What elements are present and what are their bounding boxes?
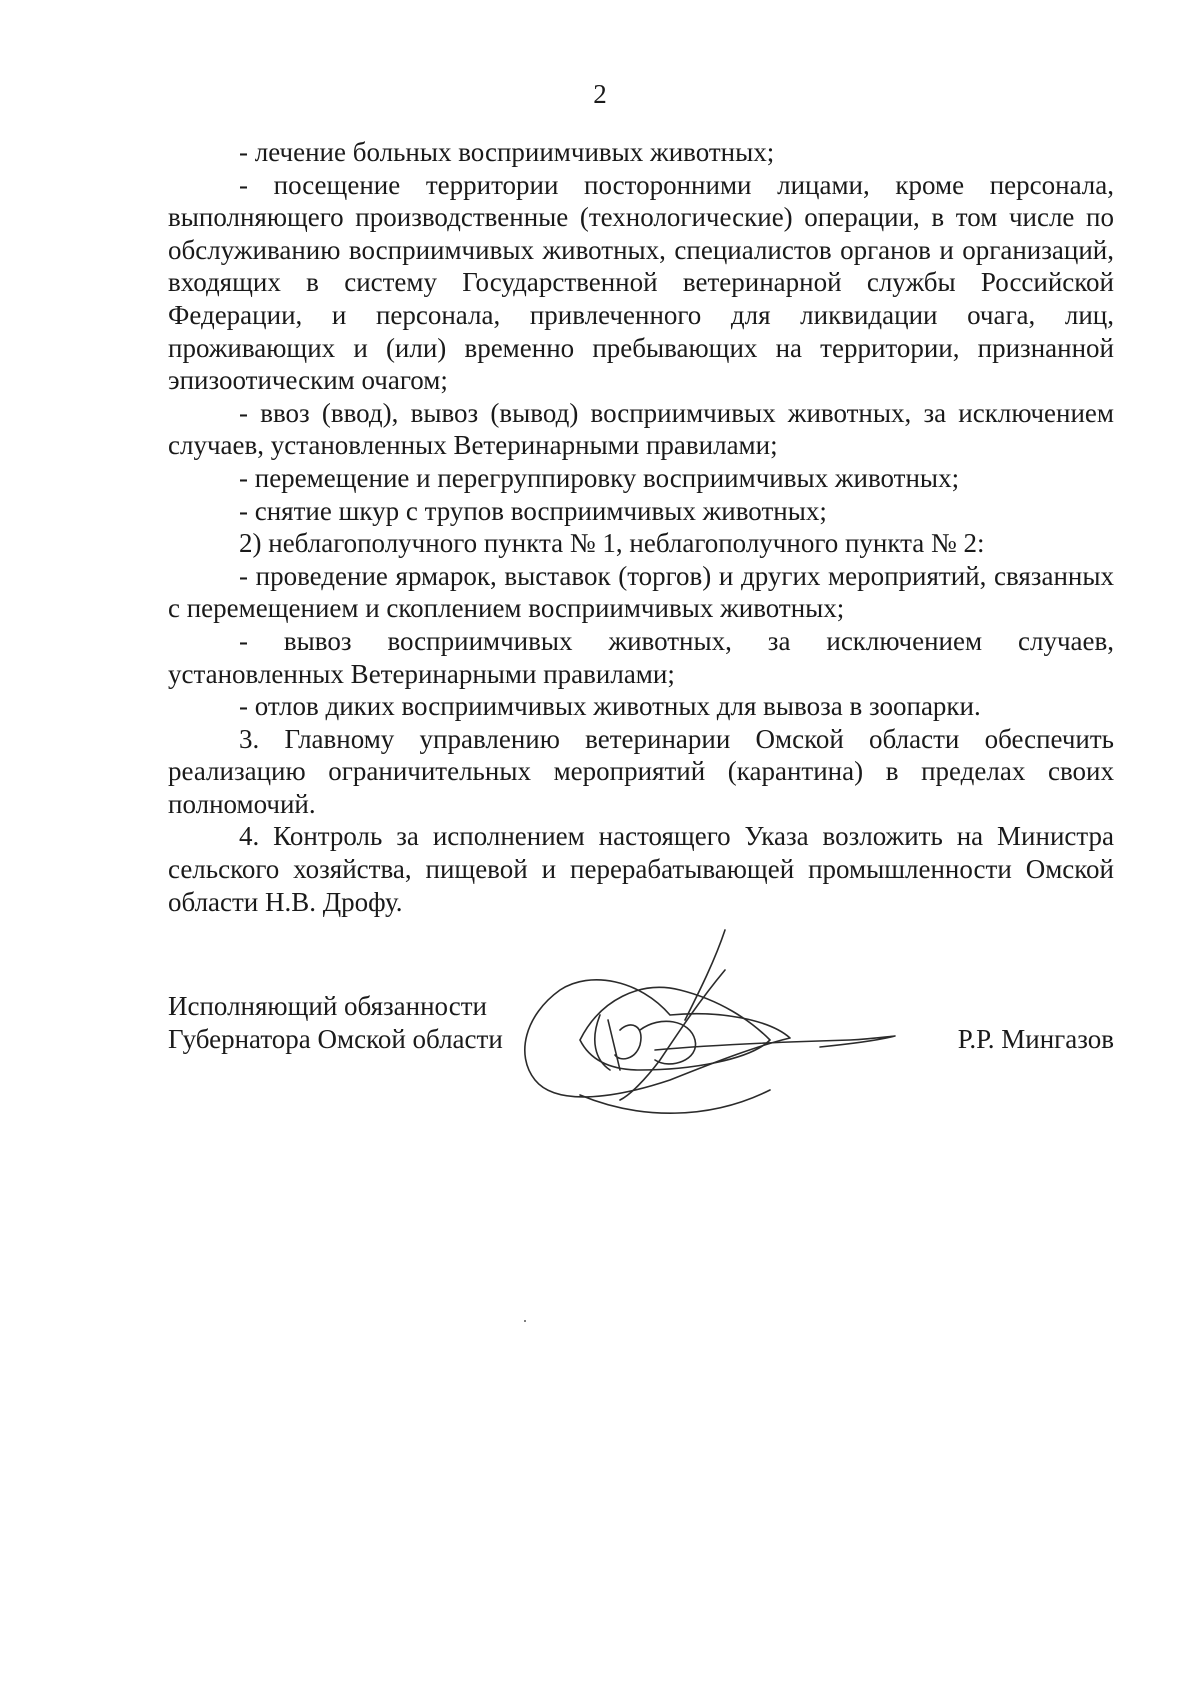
paragraph-fairs: - проведение ярмарок, выставок (торгов) и других мероприятий, связанных с перемещением и скоплением восприимчивых животных; bbox=[168, 560, 1114, 624]
signatory-name: Р.Р. Мингазов bbox=[957, 1024, 1114, 1054]
paragraph-skinning: - снятие шкур с трупов восприимчивых животных; bbox=[239, 495, 827, 526]
paragraph-trapping: - отлов диких восприимчивых животных для вывоза в зоопарки. bbox=[239, 691, 981, 722]
signatory-title bbox=[168, 990, 503, 1056]
paragraph-treatment: - лечение больных восприимчивых животных; bbox=[239, 137, 775, 167]
document-body bbox=[168, 136, 1114, 918]
paragraph-item-3: 3. Главному управлению ветеринарии Омской области обеспечить реализацию ограничительных мероприятий (карантина) в пределах своих полномочий. bbox=[168, 723, 1114, 819]
paragraph-visits: - посещение территории посторонними лицами, кроме персонала, выполняющего производственные (технологические) операции, в том числе по обслуживанию восприимчивых животных, специалистов органов и организаций, входящих в систему Государственной ветеринарной службы Российской Федерации, и персонала, привлеченного для ликвидации очага, лиц, проживающих и (или) временно пребывающих на территории, признанной эпизоотическим очагом; bbox=[168, 169, 1114, 396]
paragraph-item-4: 4. Контроль за исполнением настоящего Указа возложить на Министра сельского хозяйства, пищевой и перерабатывающей промышленности Омской области Н.В. Дрофу. bbox=[168, 821, 1114, 917]
paragraph-removal: - вывоз восприимчивых животных, за исключением случаев, установленных Ветеринарными правилами; bbox=[168, 625, 1114, 689]
handwritten-signature bbox=[520, 920, 940, 1140]
signatory-title-line2: Губернатора Омской области bbox=[168, 1024, 503, 1054]
paragraph-import-export: - ввоз (ввод), вывоз (вывод) восприимчивых животных, за исключением случаев, установленных Ветеринарными правилами; bbox=[168, 397, 1114, 461]
signatory-title-line1: Исполняющий обязанности bbox=[168, 991, 487, 1021]
paragraph-points-heading: 2) неблагополучного пункта № 1, неблагополучного пункта № 2: bbox=[239, 528, 985, 559]
paragraph-relocation: - перемещение и перегруппировку восприимчивых животных; bbox=[239, 462, 960, 493]
page-number: 2 bbox=[593, 79, 607, 109]
scan-speck bbox=[524, 1320, 526, 1322]
